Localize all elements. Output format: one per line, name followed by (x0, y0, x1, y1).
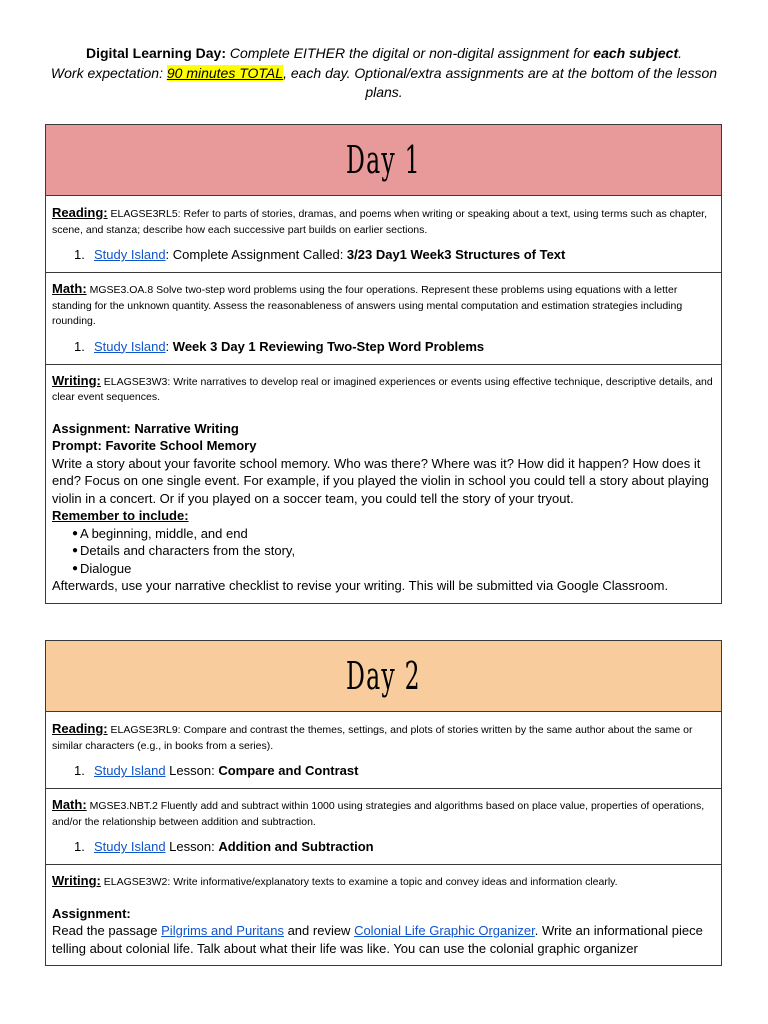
body-text: Read the passage (52, 923, 162, 938)
day2-title: Day 2 (346, 654, 421, 698)
work-expectation-highlight: 90 minutes TOTAL (166, 64, 284, 81)
afterwards-text: Afterwards, use your narrative checklist to revise your writing. This will be submitted via Google Classroom. (52, 578, 669, 593)
lesson-name: Addition and Subtraction (218, 839, 374, 854)
math-standard: MGSE3.OA.8 Solve two-step word problems using the four operations. Represent these problems using equations with a letter standing for the unknown quantity. Assess the reasonableness of answers using mental computation and estimation strategies including rounding. (52, 284, 683, 327)
study-island-link[interactable]: Study Island (94, 839, 166, 854)
item-text: Lesson: (165, 763, 219, 778)
item-text: : Complete Assignment Called: (165, 247, 347, 262)
day1-math-section (46, 272, 721, 364)
assignment-title: Assignment: Narrative Writing (52, 420, 239, 436)
intro-label: Digital Learning Day: (85, 45, 227, 61)
lesson-name: Compare and Contrast (218, 763, 359, 778)
study-island-link[interactable]: Study Island (94, 763, 166, 778)
pilgrims-puritans-link[interactable]: Pilgrims and Puritans (161, 923, 284, 938)
work-expectation-label: Work expectation: (50, 64, 167, 81)
assignment-name: Week 3 Day 1 Reviewing Two-Step Word Problems (172, 338, 485, 354)
math-label: Math: (52, 797, 87, 812)
remember-list (52, 525, 715, 578)
day1-header (46, 125, 721, 196)
study-island-link[interactable]: Study Island (94, 338, 166, 354)
intro-instruction: Complete EITHER the digital or non-digital assignment for (226, 45, 594, 61)
prompt-body: Write a story about your favorite school memory. Who was there? Where was it? How did it happen? How does it end? Focus on one single event. For example, if you played the violin in school you could tell a story about playing violin in a concert. Or if you played on a soccer team, you could tell the story of your tryout. (52, 455, 709, 506)
prompt-title: Prompt: Favorite School Memory (52, 438, 257, 453)
reading-standard: ELAGSE3RL5: Refer to parts of stories, dramas, and poems when writing or speaking about a text, using terms such as chapter, scene, and stanza; describe how each successive part builds on earlier sections. (52, 208, 708, 236)
list-item (52, 838, 715, 856)
remember-heading: Remember to include: (52, 508, 189, 523)
item-number: 1. (74, 247, 85, 262)
list-item: ● A beginning, middle, and end (52, 525, 715, 543)
intro-period: . (678, 45, 683, 61)
day1-reading-section (46, 196, 721, 272)
list-item (52, 246, 715, 264)
day2-reading-section (46, 712, 721, 788)
day2-header (46, 641, 721, 712)
writing-standard: ELAGSE3W3: Write narratives to develop real or imagined experiences or events using effective technique, descriptive details, and clear event sequences. (52, 375, 713, 403)
list-item (52, 762, 715, 780)
day2-writing-section (46, 864, 721, 965)
work-expectation-text: , each day. Optional/extra assignments are at the bottom of the lesson plans. (283, 64, 718, 100)
writing-label: Writing: (52, 372, 101, 388)
body-text: . Write an informational piece telling about colonial life. Talk about what their life was like. You can use the colonial graphic organizer (52, 923, 703, 956)
assignment-title: Assignment: (52, 905, 131, 921)
day1-table (45, 124, 722, 604)
writing-standard: ELAGSE3W2: Write informative/explanatory texts to examine a topic and convey ideas and information clearly. (100, 876, 618, 888)
item-text: : (165, 338, 173, 354)
math-standard: MGSE3.NBT.2 Fluently add and subtract within 1000 using strategies and algorithms based on place value, properties of operations, and/or the relationship between addition and subtraction. (52, 800, 705, 828)
list-item: ● Details and characters from the story, (52, 542, 715, 560)
day2-table (45, 640, 722, 966)
item-number: 1. (74, 338, 85, 354)
list-item: ● Dialogue (52, 560, 715, 578)
assignment-name: 3/23 Day1 Week3 Structures of Text (346, 247, 566, 262)
reading-label: Reading: (52, 205, 108, 220)
reading-standard: ELAGSE3RL9: Compare and contrast the themes, settings, and plots of stories written by the same author about the same or similar characters (e.g., in books from a series). (52, 724, 693, 752)
body-text: and review (283, 923, 355, 938)
writing-label: Writing: (52, 873, 101, 888)
study-island-link[interactable]: Study Island (94, 247, 166, 262)
item-number: 1. (74, 763, 85, 778)
math-label: Math: (52, 281, 87, 296)
day2-math-section (46, 788, 721, 864)
reading-label: Reading: (52, 721, 108, 736)
intro-emphasis: each subject (593, 45, 679, 61)
list-item (52, 338, 715, 356)
intro-text (40, 44, 728, 103)
item-text: Lesson: (165, 839, 219, 854)
assignment-body (52, 922, 715, 957)
item-number: 1. (74, 839, 85, 854)
day1-writing-section (46, 364, 721, 603)
day1-title: Day 1 (346, 138, 421, 182)
graphic-organizer-link[interactable]: Colonial Life Graphic Organizer (354, 923, 535, 938)
